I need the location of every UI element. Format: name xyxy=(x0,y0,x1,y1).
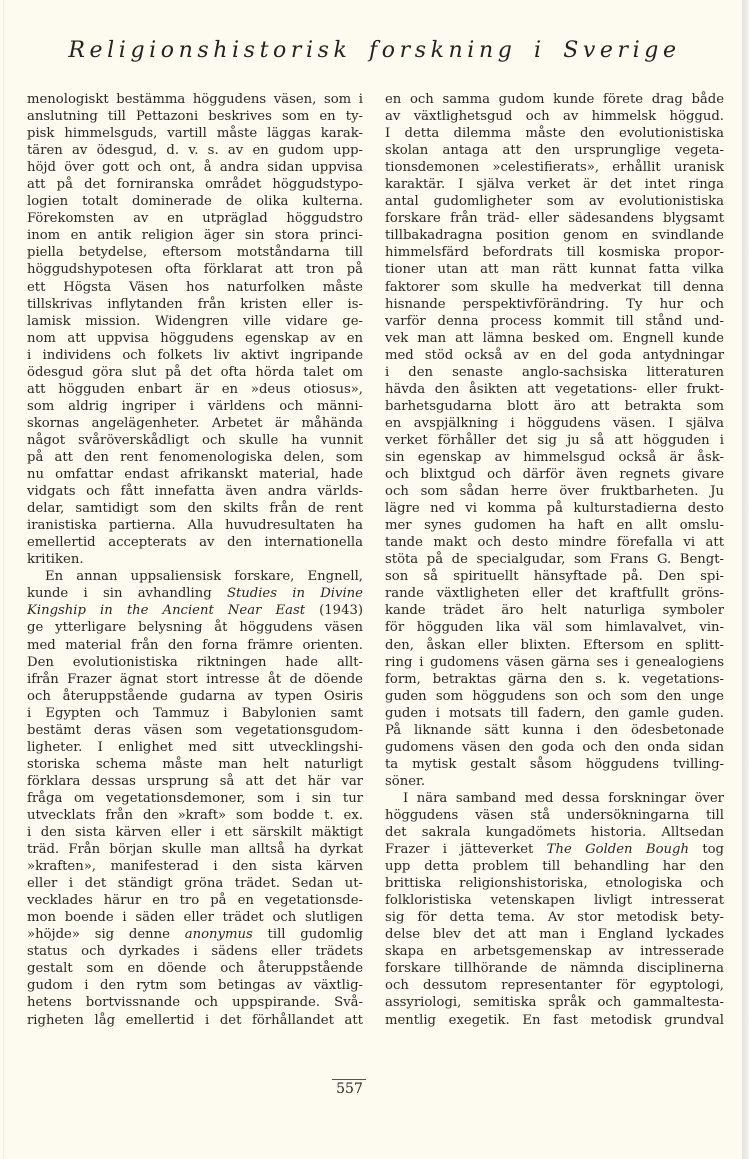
text-line: tären av ödesgud, d. v. s. av en gudom upp- xyxy=(27,143,363,159)
text-line: brittiska religionshistoriska, etnologiska och xyxy=(385,876,724,892)
text-line: Förekomsten av en utpräglad höggudstro xyxy=(27,211,363,227)
text-line: Den evolutionistiska riktningen hade allt- xyxy=(27,654,363,670)
running-head: Religionshistorisk forskning i Sverige xyxy=(68,38,681,63)
page-number: 557 xyxy=(336,1081,363,1097)
italic-title: Kingship in the Ancient Near East xyxy=(27,603,306,619)
text-line: för högguden lika väl som himlavalvet, vin- xyxy=(385,620,724,636)
page-number-rule xyxy=(332,1079,366,1080)
text-line: sin egenskap av himmelsgud också är åsk- xyxy=(385,449,724,465)
text-line: en avspjälkning i höggudens väsen. I själva xyxy=(385,415,724,431)
text-line xyxy=(27,585,363,602)
page-edge-right xyxy=(742,0,749,1159)
text-line: mer synes gudomen ha haft en allt omslu- xyxy=(385,518,724,534)
text-line: stöta på de specialgudar, som Frans G. Bengt- xyxy=(385,552,724,568)
text-line: vek man att lämna besked om. Engnell kunde xyxy=(385,330,724,346)
italic-title: The Golden Bough xyxy=(546,842,689,858)
text-line: gudomens väsen den goda och den onda sidan xyxy=(385,739,724,755)
text-line: storiska schema måste man helt naturligt xyxy=(27,756,363,772)
text-line: I detta dilemma måste den evolutionistiska xyxy=(385,126,724,142)
text-line: pisk himmelsguds, vartill måste läggas karak- xyxy=(27,126,363,142)
text-line: forskare från träd- eller sädesandens blygsamt xyxy=(385,211,724,227)
text-line: söner. xyxy=(385,773,426,789)
text-line: En annan uppsaliensisk forskare, Engnell, xyxy=(45,569,363,585)
text-line: varför denna process kommit till stånd und- xyxy=(385,313,724,329)
text-line: form, betraktas gärna den s. k. vegetations- xyxy=(385,671,724,687)
text-line: med material från den forna främre orienten. xyxy=(27,637,363,653)
text-segment: (1943) xyxy=(305,603,364,619)
text-line: inom en antik religion äger sin stora princi- xyxy=(27,228,363,244)
text-line: i den sista kärven eller i ett särskilt mäktigt xyxy=(27,825,363,841)
text-line: hävda den åsikten att vegetations- eller frukt- xyxy=(385,381,724,397)
text-line: gudom i den rytm som betingas av växtlig- xyxy=(27,978,363,994)
text-line: kande trädet äro helt naturliga symboler xyxy=(385,603,724,619)
text-line: logien totalt dominerade de olika kulterna. xyxy=(27,194,363,210)
text-line: nu omfattar endast afrikanskt material, hade xyxy=(27,467,363,483)
text-line: som aldrig ingriper i världens och männi- xyxy=(27,398,363,414)
text-line: vecklades härur en tro på en vegetationsde- xyxy=(27,893,363,909)
text-line: I nära samband med dessa forskningar över xyxy=(403,790,724,806)
text-line: utvecklats från den »kraft» som bodde t. ex. xyxy=(27,807,363,823)
text-line: och återuppstående gudarna av typen Osiris xyxy=(27,688,363,704)
text-line: ifrån Frazer ägnat stort intresse åt de döende xyxy=(27,671,363,687)
text-line: tioner utan att man rätt kunnat fatta vilka xyxy=(385,262,724,278)
text-line: träd. Från början skulle man alltså ha dyrkat xyxy=(27,842,363,858)
text-line: ett Högsta Väsen hos naturfolken måste xyxy=(27,279,363,295)
text-line: iranistiska partierna. Alla huvudresultaten ha xyxy=(27,518,363,534)
text-line: verket förhåller det sig ju så att högguden i xyxy=(385,432,724,448)
text-line: eller i det ständigt gröna trädet. Sedan ut- xyxy=(27,876,363,892)
text-line: skolan antaga att den ursprunglige vegeta- xyxy=(385,143,724,159)
text-line: höjd över gott och ont, å andra sidan uppvisa xyxy=(27,160,363,176)
text-line: tande makt och desto mindre förefalla vi att xyxy=(385,535,724,551)
text-line: ödesgud göra slut på det ofta hörda talet om xyxy=(27,364,363,380)
text-segment: till gudomlig xyxy=(252,927,363,943)
text-line: assyriologi, semitiska språk och gammaltesta- xyxy=(385,995,724,1011)
text-line: lägre ned vi komma på kulturstadierna desto xyxy=(385,501,724,517)
text-line: något svåröverskådligt och skulle ha vunnit xyxy=(27,432,363,448)
text-line: upp detta problem till behandling har den xyxy=(385,859,724,875)
text-segment: Frazer i jätteverket xyxy=(385,842,547,858)
text-line: lamisk mission. Widengren ville vidare ge- xyxy=(27,313,363,329)
text-line: righeten låg emellertid i det förhållandet att xyxy=(27,1012,363,1028)
text-line: att högguden enbart är en »deus otiosus», xyxy=(27,381,363,397)
text-line: på att den rent fenomenologiska delen, som xyxy=(27,449,363,465)
text-line: guden i motsats till fadern, den gamle guden. xyxy=(385,705,724,721)
text-line: rande växtligheten eller det kraftfullt gröns- xyxy=(385,586,724,602)
text-line: guden som höggudens son och som den unge xyxy=(385,688,724,704)
text-line: i Egypten och Tammuz i Babylonien samt xyxy=(27,705,363,721)
text-line: nom att uppvisa höggudens egenskap av en xyxy=(27,330,363,346)
text-line: ligheter. I enlighet med sitt utvecklingshi- xyxy=(27,739,363,755)
text-line: kritiken. xyxy=(27,552,84,568)
text-line: På liknande sätt kunna i den ödesbetonade xyxy=(385,722,724,738)
text-line: karaktär. I själva verket är det intet ringa xyxy=(385,177,724,193)
text-line: med stöd också av en del goda antydningar xyxy=(385,347,724,363)
italic-title: anonymus xyxy=(184,927,253,943)
text-line: faktorer som skulle ha medverkat till denna xyxy=(385,279,724,295)
text-line: i den senaste anglo-sachsiska litteraturen xyxy=(385,364,724,380)
text-segment: kunde i sin avhandling xyxy=(27,586,227,602)
text-line: den, åskan eller blixten. Eftersom en splitt- xyxy=(385,637,724,653)
text-line: och blixtgud och därför även regnets givare xyxy=(385,467,724,483)
text-line: hetens bortvissnande och uppspirande. Svå- xyxy=(27,995,363,1011)
text-segment: »höjde» sig denne xyxy=(27,927,185,943)
italic-title: Studies in Divine xyxy=(226,586,363,602)
text-line: mon boende i säden eller trädet och slutligen xyxy=(27,910,363,926)
text-column-right xyxy=(385,91,724,1029)
text-line: sig för detta tema. Av stor metodisk bety- xyxy=(385,910,724,926)
text-line: tillskrivas inflytanden från kristen eller is- xyxy=(27,296,363,312)
text-line: himmelsfärd befordrats till kosmiska propor- xyxy=(385,245,724,261)
text-line: höggudens väsen stå undersökningarna till xyxy=(385,807,724,823)
text-line: att på det forniranska området höggudstypo- xyxy=(27,177,363,193)
text-line: i individens och folkets liv aktivt ingripande xyxy=(27,347,363,363)
text-line: skapa en arbetsgemenskap av intresserade xyxy=(385,944,724,960)
text-line: barhetsgudarna blott äro att betrakta som xyxy=(385,398,724,414)
text-line: mentlig exegetik. En fast metodisk grundval xyxy=(385,1012,724,1028)
text-line: det sakrala kungadömets historia. Alltsedan xyxy=(385,825,724,841)
text-segment: tog xyxy=(688,842,725,858)
text-line: skornas angelägenheter. Arbetet är måhända xyxy=(27,415,363,431)
text-line: fråga om vegetationsdemoner, som i sin tur xyxy=(27,790,363,806)
text-line: en och samma gudom kunde förete drag både xyxy=(385,92,724,107)
text-line: delar, samtidigt som den skilts från de rent xyxy=(27,501,363,517)
text-line: höggudshypotesen ofta förklarat att tron på xyxy=(27,262,363,278)
text-line: gestalt som en döende och återuppstående xyxy=(27,961,363,977)
text-line: hisnande perspektivförändring. Ty hur och xyxy=(385,296,724,312)
text-line: emellertid accepterats av den internationella xyxy=(27,535,363,551)
text-line: ge ytterligare belysning åt höggudens väsen xyxy=(27,620,363,636)
text-line: förklara dessas ursprung så att det här var xyxy=(27,773,363,789)
text-column-left xyxy=(27,91,363,1029)
text-line: vidgats och fått innefatta även andra världs- xyxy=(27,484,363,500)
text-line: menologiskt bestämma höggudens väsen, som i xyxy=(27,92,363,107)
text-line: status och dyrkades i sädens eller trädets xyxy=(27,944,363,960)
text-line: och som sådan herre över fruktbarheten. Ju xyxy=(385,484,724,500)
page-edge-left xyxy=(3,0,4,1159)
text-line: son så spirituellt hänsyftade på. Den spi- xyxy=(385,569,724,585)
text-line: ta mytisk gestalt såsom höggudens tvilling- xyxy=(385,756,724,772)
text-line: bestämt deras väsen som vegetationsgudom- xyxy=(27,722,363,738)
text-line xyxy=(27,602,363,619)
text-line: forskare tillhörande de nämnda disciplinerna xyxy=(385,961,724,977)
text-line: folkloristiska vetenskapen livligt intresserat xyxy=(385,893,724,909)
text-line: antal gudomligheter som av evolutionistiska xyxy=(385,194,724,210)
text-line: tillbakadragna position genom en svindlande xyxy=(385,228,724,244)
text-line xyxy=(385,841,724,858)
text-line: av växtlighetsgud och av himmelsk höggud. xyxy=(385,109,724,125)
text-line: tionsdemonen »celestifierats», erhållit uranisk xyxy=(385,160,724,176)
text-line: piella betydelse, eftersom motståndarna till xyxy=(27,245,363,261)
text-line: och dessutom representanter för egyptologi, xyxy=(385,978,724,994)
text-line: anslutning till Pettazoni beskrives som en ty- xyxy=(27,109,363,125)
text-line xyxy=(27,926,363,943)
text-line: ring i gudomens väsen gärna ses i genealogiens xyxy=(385,654,724,670)
text-line: delse blev det att man i England lyckades xyxy=(385,927,724,943)
text-line: »kraften», manifesterad i den sista kärven xyxy=(27,859,363,875)
